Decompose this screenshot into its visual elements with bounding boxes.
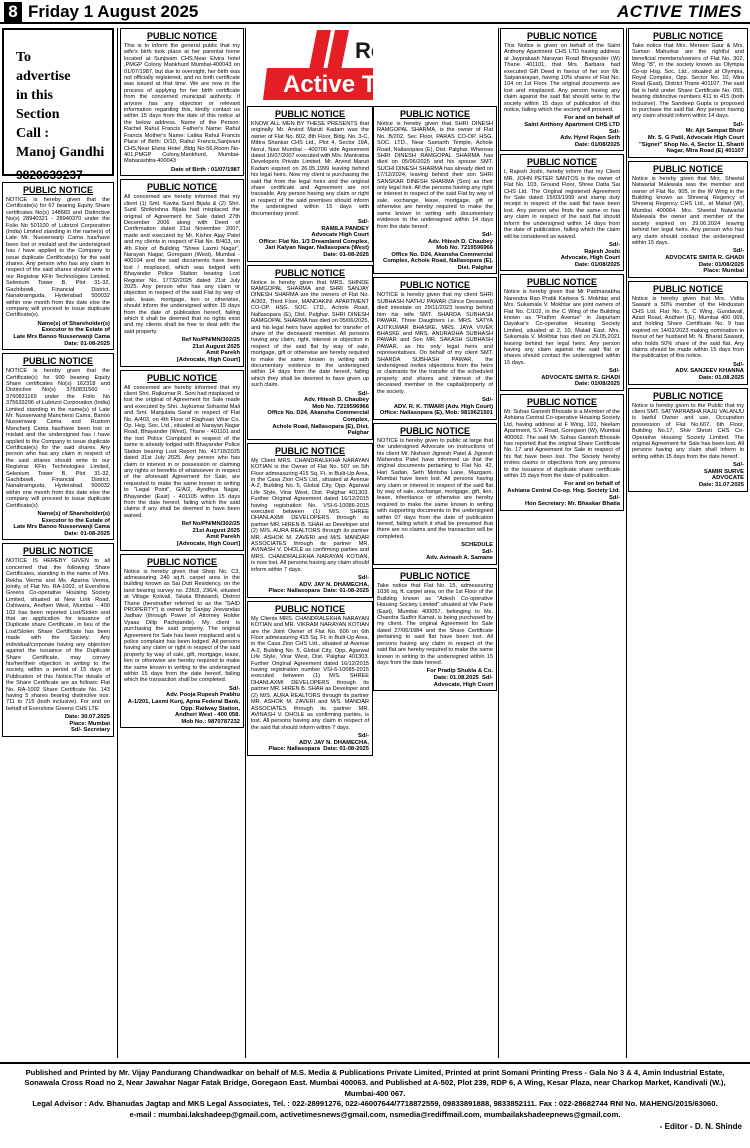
- public-notice: [120, 28, 244, 176]
- notice-title: PUBLIC NOTICE: [399, 425, 470, 436]
- notice-title: PUBLIC NOTICE: [146, 556, 217, 567]
- notice-title: PUBLIC NOTICE: [399, 109, 470, 119]
- notice-title: PUBLIC NOTICE: [526, 277, 597, 288]
- notice-body: This is to inform the general public that my wife's birth took place at her parental home located at Sunjivam CHS,Near Elvira hotel ,PMGP Colony Mankhurd Mumbai-400043 on 01/07/1987, but due to oversight, her birth was not officially registered, and no birth certificate was issued at that time. We are now in the process of applying for her birth certificate from the concerned municipal authority. If anyone has any objection or relevant information regarding this, kindly contact us within 15 days from the date of this notice at the below address. Name of the Person: Rachel Rahul Francis Father's Name: Rahul Francis Mother's Name: Latika Rahul Francis Place of Birth: D/10, Rahul Francis,Sanjivani CHS,Near Elvira Hotel ,Bldg No-56,Room No-401,PMGP Colony,Mankhurd, Mumbai-Maharashtra-400043: [124, 43, 242, 165]
- notice-title: PUBLIC NOTICE: [274, 267, 345, 278]
- issue-date: Friday 1 August 2025: [28, 2, 199, 21]
- column-4: [373, 106, 497, 1058]
- notice-body: NOTICE is hereby given that my client SHRI SUBHASH NATHU PAWAR (Since Deceased) died intestate on 29/11/2023 leaving behind him his wife SMT. SHARDA SUBHASH PAWAR, Three Daughters i.e. MRS. SATYA AJITKUMAR BHASKE, MRS. JAYA VIVEK BHASKE and MRS. ANURADHA SUBHASH PAWAR and Son MR. SAKASH SUBHASH PAWAR, as his only legal heirs and representatives. On behalf of my client SMT. SHARDA SUBHASH PAWAR, the undersigned invites objections from the heirs or claimants for the transfer of the scheduled property and shares and interest of the deceased member in the capital/property of the society.: [377, 292, 495, 395]
- notice-signature: Sd/- Adv. Hitesh D. Chaubey Mob No. 7219596966 Office No. D24, Akansha Commercial Complex, Achole Road, Nallasopara (E), Dist. Palghar: [267, 390, 369, 437]
- advertise-text: To: [16, 50, 32, 65]
- banner-graphic: [247, 28, 468, 102]
- notice-body: Take notice that Flat No. 15, admeasuring 1036 sq. ft. carpet area, on the 1st Floor of the Building known as "Adesh Co-operative Housing Society Limited" situated at Vile Parle (East), Mumbai 400057, belonging to Ms. Chandra Sudhir Kamat, is being purchased by my client. The original Agreement for Sale dated 27/06/1984 and the Share Certificate pertaining to said flat have been lost. All persons having any claim in respect of the said flat are hereby required to make the same known in writing to the undersigned within 15 days from the date hereof.: [377, 583, 495, 666]
- banner-line-2: Active Times: [283, 71, 431, 98]
- column-1: [2, 28, 114, 1058]
- column-2: [120, 28, 244, 1058]
- notice-body: Notice is hereby given that Shop No. C3, admeasuring 240 sq.ft. carpet area in the building known as Sai Dutt Residency, on the land bearing survey no. 236/3, 236/4, situated at Village Kolivali, Taluka Bhiwandi, District Thane (hereinafter referred to as the "SAID PROPERTY") is owned by Sanjay Jeevandas Jadhav (through Power of Attorney Holder Vyaas Dilip Pachpande). My client is purchasing the said property. The original Agreement for Sale has been misplaced and a police complaint has been lodged. All persons having any claim or right in respect of the said property by way of sale, gift, mortgage, lease, lien or otherwise are hereby required to make the same known in writing to the undersigned within 15 days from the date hereof, failing which the transaction shall be completed.: [124, 568, 242, 684]
- notice-signature: Sd/- ADV. JAY N. DHAMECHA, Place: Nallasopara Date: 01-08-2025: [268, 575, 369, 595]
- imprint-line: Published and Printed by Mr. Vijay Pandurang Chandwadkar on behalf of M.S. Media & Publications Private Limited, Printed at print Somani Printing Press - Gala No 3 & 4, Amin Industrial Estate, Sonawala Cross Road no 2, Near Jawahar Nagar Fatak Bridge, Goregaon East. Mumbai 400063. and Published at A-502, Plot 239, RDP 6, A Wing, Kesar Plaza, near Charkop Market, Kandivali (W.), Mumbai-400 067.: [24, 1068, 726, 1098]
- advertise-contact-name: Manoj Gandhi: [16, 145, 105, 160]
- notice-title: PUBLIC NOTICE: [274, 603, 345, 614]
- public-notice: [120, 554, 244, 729]
- notice-body: KNOW ALL MEN BY THESE PRESENTS that originally Mr. Arvind Maruti Kadam was the owner of Flat No. 802, 8th Floor, Bldg. No. 3-C, Mittra Shankar CHS Ltd., Plot 4, Sector 19A, Nerul, Navi Mumbai - 400706 vide Agreement dated 16/07/2007 executed with M/s. Maniratna Developers Private Limited. Mr. Arvind Maruti Kadam expired on 26.05.1999 leaving behind his legal heirs. Now my client is purchasing the said flat from the legal heirs and the original share certificate and Agreement are not traceable. Any person having any claim or right in respect of the said premises should inform the undersigned within 15 days with documentary proof.: [251, 121, 371, 217]
- public-notice: [120, 179, 244, 366]
- notice-body: I, Rajesh Joshi, hereby inform that my Client MR. JOHN PETER SANTOS is the owner of Flat No. 103, Ground Floor, Shree Datta Sai CHS Ltd. The Original registered Agreement for Sale dated 15/03/1999 and stamp duty receipt in respect of the said flat have been lost. Any person who finds the same or has any claim in respect of the said flat should inform the undersigned within 14 days from the date of publication, failing which the claim will be considered as waived.: [504, 169, 622, 240]
- advertise-text: in this: [16, 88, 53, 103]
- notice-body: NOTICE IS HEREBY GIVEN to all concerned that the following Share Certificates, standing in the name of Mrs. Rekha Verma and Ms. Aparna Verma, jointly, of Flat No. RA-1002, of Evershine Greens Co-operative Housing Society Limited, situated at New Link Road, Oshiwara, Andheri West, Mumbai - 400 102 has been reported Lost/Stolen and that an application for issuance of Duplicate share Certificate, in lieu of the Lost/Stolen Share Certificate has been made with the Society. Any individual/corporate having any objection against the issuance of the Duplicate Share Certificate, may convey his/her/their objection in writing to the society, within a period of 15 days of Publication of this Notice.The details of the Share Certificate are as follows: Flat No. RA-1002 Share Certificate No. 143 having 5 shares bearing distinctive nos. 711 to 715 (both inclusive). For and on behalf of Evershine Greens CHS LTE: [6, 558, 112, 712]
- notice-signature: Sd/- ADV. JAY N. DHAMECHA, Place: Nallasopara Date: 01-08-2025: [268, 733, 369, 753]
- public-notice: [2, 353, 114, 540]
- notice-signature: Ref No/PN/MN/302/25 21st August 2025 Amit Parekh [Advocate, High Court]: [176, 337, 240, 364]
- notice-signature: For and on behalf of Saint Anthony Apartment CHS LTD Sd/- Adv. Hyrel Rajen Seth Date: 01/08/2025: [524, 115, 620, 148]
- notice-signature: Sd/- ADV. SANJEEV KHANNA Date: 01.08.2025: [675, 361, 744, 381]
- notice-title: PUBLIC NOTICE: [274, 445, 345, 456]
- advertise-text: advertise: [16, 69, 71, 84]
- imprint-line: Legal Advisor : Adv. Bhanudas Jagtap and MKS Legal Associates, Tel. : 022-28991276, 022-46007644/7718872559, 09833891888, 9833852111. Fax : 022-28682744 RNI No. MAHENG/2015/63060.: [32, 1099, 718, 1109]
- notice-body: Notice is hereby given that SHRI DINESH RAMGOPAL SHARMA, is the owner of Flat No. B/202, Sec Floor, PARAS CO-OP. HSG. SOC. LTD., Near Samarth Temple, Achole Road, Nallasopara (E), Dist. Palghar. Whereas SHRI DINESH RAMGOPAL SHARMA has died on 05/06/2025 and his spouse SMT. SUCHI DINESH SHARMA has already died on 17/12/2024, leaving behind their son SHRI SANSKAR DINESH SHARMA (Son) as their only legal heir. All the persons having any right or interest in respect of the said Flat by way of sale, exchange, lease, mortgage, gift or otherwise are hereby required to make the same known in writing with documentary evidence to the undersigned within 14 days from the date hereof.: [377, 121, 495, 230]
- notice-title: PUBLIC NOTICE: [146, 182, 217, 193]
- notice-body: Notice is hereby given that Mrs. Vidita Sawant a 50% member of the Hindustan CHS Ltd. Flat No. 5, C Wing, Gundavali, Azad Road, Andheri (E), Mumbai 400 069, and holding Share Certificate No. 9 has expired on 14/02/2023 making nomination in favour of her husband Mr. N. Bharat Sawant, who holds 50% share of the said flat. Any claims should be made within 15 days from the publication of this notice.: [632, 295, 746, 360]
- advertise-text: Section: [16, 107, 60, 122]
- notice-signature: Sd/- ADV. R. K. TIWARI (Adv. High Court) Office: Nallasopara (E), Mob: 9819621501: [379, 396, 493, 417]
- notice-signature: Date of Birth : 01/07/1987: [171, 166, 240, 173]
- public-notice: [500, 28, 624, 151]
- notice-signature: Sd/- RAMILA PANDEY Advocate High Court Office: Flat No. 1/3 Dreamland Complex, Jari Kalyan Nagar, Nallasopara (West) Date: 01-08-2025: [258, 219, 369, 259]
- notice-signature: Sd/- Adv. Hitesh D. Chaubey Mob No. 7219596966 Office No. D24, Akansha Commercial Complex, Achole Road, Nallasopara (E), Dist. Palghar: [383, 231, 493, 271]
- publication-name: ACTIVE TIMES: [616, 2, 742, 21]
- notice-signature: Name(s) of Shareholder(s) Executor to the Estate of Late Mrs Banoo Nusserwanji Cama Date: 01-08-2025: [13, 511, 110, 537]
- public-notice: [247, 601, 373, 756]
- notice-title: PUBLIC NOTICE: [146, 31, 217, 41]
- advertise-text: Call :: [16, 126, 50, 141]
- advertise-phone[interactable]: 9820639237: [16, 168, 83, 182]
- notice-title: PUBLIC NOTICE: [652, 163, 723, 174]
- banner-line-1: Read Daily: [355, 38, 468, 63]
- public-notice: [373, 568, 497, 691]
- notice-title: PUBLIC NOTICE: [399, 571, 470, 582]
- imprint-footer: [0, 1062, 750, 1148]
- column-divider: [626, 28, 627, 1058]
- notice-title: PUBLIC NOTICE: [526, 396, 597, 407]
- public-notice: [373, 106, 497, 274]
- notice-signature: Sd/- ADVOCATE SMITA R. GHADI Date: 01/08/2025: [541, 368, 620, 388]
- notice-signature: Sd/- Adv. Pooja Rupesh Prabhu A-1/201, Laxmi Kunj, Apna Federal Bank, Opp. Railway Station, Andheri West - 400 058. Mob No.: 9870787232: [127, 685, 240, 725]
- public-notice: [2, 182, 114, 350]
- page-header: [0, 0, 750, 24]
- notice-body: NOTICE is hereby given to public at large that the undersigned Advocate on instructions of his client Mr. Nishant Jignesh Patel & Jignesh Mahendra Patel have informed us that the original documents pertaining to Flat No. 42, Hari Sadan, Seth Motisha Lane, Mazgaon, Mumbai have been lost. All persons having any claim or interest in respect of the said flat by way of sale, exchange, mortgage, gift, lien, lease, inheritance or otherwise are hereby required to make the same known in writing with supporting documents to the undersigned within 07 days from the date of publication hereof, failing which it shall be presumed that there are no claims and the transaction will be completed.: [377, 437, 495, 540]
- public-notice: [628, 281, 748, 385]
- public-notice: [373, 277, 497, 419]
- notice-body: Take notice that Mrs. Mereen Gaur & Mrs. Suman Mahurkar are the rightful and beneficial members/owners of Flat No. 302, Wing "B", in the society known as Olympia Co-op Hsg. Soc. Ltd., situated at Olympia, Royal Complex, Opp. Sector No. 10, Mira Road (East), District Thane 401107. The said flat is held under Share Certificate No. 055, bearing distinctive numbers 411 to 415 (both inclusive). The Sandeep Gupta is proposed to purchase the said flat. Any person having any claim should inform within 14 days.: [632, 43, 746, 120]
- notice-body: Notice is hereby given that Mr Padmanabha Narendra Rao Pratik Karkera S. Mokhtar and Mrs. Sukamala V. Mokhtar are joint owners of Flat No. C/102, in the C Wing of the Building known as "Prathm Avenue" in Jaipurlam Dayakar's Co-operative Housing Society Limited, situated at 2, 10, Malad East. Mrs. Sukamala V. Mokhtar has died on 29.05.2021 leaving behind her legal heirs. Any person having any claim against the said flat or shares should contact the undersigned within 15 days.: [504, 289, 622, 366]
- notice-body: NOTICE is hereby given that the Certificate(s) for 67 bearing Equity Share certificates No(s) 148683 and Distinctive No(s) 28940321 - 28940370 under the Folio No 501100 of Lubrizol Corporation (India) Limited standing in the name(s) of Late Mr. Nusserwanji Cama has/have been lost or mislaid and the undersigned has / have applied to the Company to issue duplicate Certificate(s) for the said shares. Any person who has any claim in respect of the said shares should write to our Registrar KFin Technologies Limited, Selenium Tower B, Plot 31-32, Gachibowli, Financial District, Nanakramguda, Hyderabad 500032 within one month from this date else the company will proceed to issue duplicate Certificate(s).: [6, 197, 112, 319]
- notice-body: All concerned are hereby informed that my client Shri. Rajkumar R. Soni had misplaced or lost the original of Agreement for Sale made and executed by Shri. Jaykumar Sohanlal Mali and Smt. Manjulata Saraf in respect of Flat No. A/403, on 4th Floor of Raghvan Vihar Co. Op. Hsg. Soc. Ltd., situated at Narayan Nagar Road, Bhayander (West), Thane - 401101 and the lost Police Complaint in respect of the same is already lodged with Bhayander Police Station bearing Lost Report No. 41718/2025 dated 31st July 2025. Any person who has claim or interest in or possession or claiming any rights or benefits of whatsoever in respect of the aforesaid Agreement for Sale, are requested to make the same known in writing to "Legal Point", G/A/2, Ayodhya Nagar, Bhayander (East) - 401105 within 15 days from the date hereof, failing which the said claims if any shall be deemed to have been waived.: [124, 384, 242, 519]
- notice-signature: Sd/- Rajesh Joshi Advocate, High Court Date: 01/08/2025: [560, 241, 620, 268]
- notice-title: PUBLIC NOTICE: [652, 31, 723, 41]
- public-notice: [247, 443, 373, 598]
- notice-signature: For and on behalf of Ashiana Central Co-op. Hsg. Society Ltd. Sd/- Hon Secretary: Mr. Bhaskar Bhatia: [507, 481, 620, 508]
- notice-body: Notice is hereby given that Mrs. Sheetal Natwarlal Malewala was the member and owner of Flat No. 905, in the W Wing in the Building known as Shreeraj Regency of Shreeraj Regency CHS Ltd., at Malad (W), Mumbai 400064. Mrs. Sheetal Natwarlal Malewala the owner and member of the society expired on 29.06.2024 leaving behind her legal heirs. Any person who has any claim should contact the undersigned within 15 days.: [632, 175, 746, 246]
- notice-body: This Notice is given on behalf of the Saint Anthony Apartment CHS LTD having address at Jayprakash Narayan Road Bhayander (W) Thane 401101, that Mrs. Barbara had executed Gift Deed in favour of her son Mr. Satyanarayan, having 10% shares of Flat No. 104 on 1st Floor. The original documents are lost and misplaced. Any person having any claim against the said flat should write to the society within 15 days of publication of this notice, failing which the society will proceed.: [504, 43, 622, 114]
- public-notice: [628, 28, 748, 158]
- notice-body: Mr. Suhas Ganesh Bhosale is a Member of the Ashiana Central Co-operative Housing Society Ltd, having address at F Wing, 101, Neelam Apartment, S.V. Road, Goregaon (W), Mumbai 400062. The said Mr. Suhas Ganesh Bhosale has reported that the original Share Certificate No. 17 and Agreement for Sale in respect of his flat have been lost. The Society hereby invites claims or objections from any persons to the issuance of duplicate share certificate within 15 days from the date of publication.: [504, 408, 622, 479]
- notice-body: My Clients MRS. CHANDRALEKHA NARAYAN KOTIAN and MR. VIKRAM NARAYAN KOTIAN are the Joint Owner of Flat No. 606 on 6th Floor admeasuring 415 Sq. Ft. in Built-Up Area, in the Casa Zion CHS Ltd., situated at Avenue A-2, Building No. 5, Global City, Opp. Agarwal Life Style, Virar West, Dist. Palghar 401303. Further Original Agreement dated 16/12/2015 having registration number VSI-6-10085-2015 executed between (1) M/S. SHREE DHANLAXMI DEVELOPERS through its partner MR. HIREN B. SHAH as Developer and (2) M/S. AURA REALTORS through its partner MR. ASHOK M. ZAVERI and M/S. MANDAR ASSOCIATES through its partner MR. AVINASH V. DHOLE as confirming parties, is lost. All persons having any claim in respect of the said flat should inform within 7 days.: [251, 615, 371, 731]
- notice-body: My Client MRS. CHANDRALEKHA NARAYAN KOTIAN is the Owner of Flat No. 507 on 5th Floor admeasuring 415 Sq. Ft. in Built-Up Area, in the Casa Zion CHS Ltd., situated at Avenue A-2, Building No. 5, Global City, Opp. Agarwal Life Style, Virar West, Dist. Palghar 401303. Further Original Agreement dated 16/12/2015 having registration No. VSI-6-10086-2015 executed between (1) M/S. SHREE DHANLAXMI DEVELOPERS through its partner MR. HIREN B. SHAH as Developer and (2) M/S. AURA REALTORS through its partner MR. ASHOK M. ZAVERI and M/S. MANDAR ASSOCIATES through its partner MR. AVINASH V. DHOLE as confirming parties and MRS. CHANDRALEKHA NARAYAN KOTIAN, is now lost. All persons having any claim should inform within 7 days.: [251, 457, 371, 573]
- read-daily-banner: [247, 28, 468, 102]
- column-6: [628, 28, 748, 1058]
- editor-credit: - Editor - D. N. Shinde: [659, 1122, 742, 1132]
- column-divider: [245, 28, 246, 1058]
- notice-title: PUBLIC NOTICE: [22, 356, 93, 367]
- notice-title: PUBLIC NOTICE: [652, 390, 723, 401]
- public-notice: [373, 423, 497, 565]
- public-notice: [500, 274, 624, 391]
- notice-signature: Sd/- Mr. Ajit Sampat Bhoir Mr. S. G Patil, Advocate High Court "Signet" Shop No. 4, Sector 11, Shanti Nagar, Mira Road (E) 401107: [638, 121, 744, 155]
- notice-title: PUBLIC NOTICE: [526, 157, 597, 168]
- column-divider: [498, 28, 499, 1058]
- notice-signature: Sd/- ADVOCATE SMITA R. GHADI Date: 01/08/2025 Place: Mumbai: [665, 248, 744, 275]
- notice-signature: Ref No/PN/MN/302/25 21st August 2025 Amit Parekh [Advocate, High Court]: [176, 521, 240, 547]
- notice-title: PUBLIC NOTICE: [652, 283, 723, 294]
- column-5: [500, 28, 624, 1058]
- public-notice: [247, 265, 373, 440]
- imprint-email-line[interactable]: e-mail : mumbai.lakshadeep@gmail.com, activetimesnews@gmail.com, nsmedia@rediffmail.com, mumbailakshadeepnews@gmail.com.: [129, 1109, 621, 1119]
- public-notice: [500, 154, 624, 271]
- notice-title: PUBLIC NOTICE: [399, 280, 470, 291]
- column-divider: [117, 28, 118, 1058]
- public-notice: [247, 106, 373, 262]
- page-number: 8: [4, 2, 22, 22]
- public-notice: [628, 388, 748, 492]
- notice-signature: SCHEDULE Sd/- Adv. Avinash A. Samane: [426, 542, 493, 562]
- notice-title: PUBLIC NOTICE: [22, 546, 93, 557]
- public-notice: [500, 394, 624, 511]
- notice-title: PUBLIC NOTICE: [526, 31, 597, 41]
- notice-title: PUBLIC NOTICE: [274, 109, 345, 119]
- public-notice: [2, 543, 114, 737]
- notice-body: Notice is hereby given that MRS. SHINDE RAMGOPAL SHARMA and SHRI SANJAY DINESH SHARMA are the owners of Flat No. A/303, Third Floor, MANDAKINI APARTMENT CO-OP. HSG. SOC. LTD., Achole Road, Nallasopara (E), Dist. Palghar. SHRI DINESH RAMGOPAL SHARMA has died on 05/06/2025, and his legal heirs have applied for transfer of share of the deceased member. All persons having any claim, right, interest or objection in respect of the said flat by way of sale, mortgage, gift or otherwise are hereby required to make the same known in writing with documentary evidence to the undersigned within 14 days from the date hereof, failing which they shall be deemed to have given up such claim.: [251, 279, 371, 389]
- notice-body: All concerned are hereby informed that my client (1) Smt. Kavita Sunil Bijala & (2) Shri. Sunil Shrikrishna Bijala had misplaced the original of Agreement for Sale dated 27th December 2006 along with Deed of Confirmation dated 21st November 2007, made and executed by Mr. Kishor Ajay Patel and my clients in respect of Flat No. B/403, on 4th Floor of Building "Shree Laxmi Nagar", Narayan Nagar, Goregaon (West), Mumbai - 400104 and the said documents have been lost / misplaced, which was lodged with Bhayander Police Station bearing Lost Register No. 17732/2025 dated 21st July 2025. Any person who has any claim or objection in respect of the said Flat by way of sale, lease, mortgage, lien or otherwise, should inform the undersigned within 15 days from the date of publication hereof, failing which it shall be deemed that no rights exist and my clients shall be free to deal with the said property.: [124, 194, 242, 335]
- notice-signature: Date: 30.07.2025 Place: Mumbai Sd/- Secretary: [64, 714, 110, 734]
- notice-title: PUBLIC NOTICE: [22, 185, 93, 195]
- notice-body: NOTICE is hereby given that the Certificate(s) for 900 bearing Equity Share certificates No(s) 162318 and Distinctive No(s) 3760831560 - 3760831169 under the Folio No 375633296 of Lubrizol Corporation (India) Limited standing in the name(s) of Late Mr. Nusserwanji Manchersi Cama, Banoo Nusserwanji Cama and Rustom Mancherji Cama has/have been lost or mislaid and the undersigned has / have applied to the Company to issue duplicate Certificate(s) for the said shares. Any person who has any claim in respect of the said shares should write to our Registrar KFin Technologies Limited, Selenium Tower B, Plot 31-32, Gachibowli, Financial District, Nanakramguda, Hyderabad 500032 within one month from this date else the company will proceed to issue duplicate Certificate(s).: [6, 368, 112, 509]
- notice-signature: For Pradip Shukla & Co. Date: 01.08.2025 Sd/- Advocate, High Court: [426, 668, 493, 688]
- notice-signature: Name(s) of Shareholder(s) Executor to the Estate of Late Mrs Banoo Nusserwanji Cama Date: 01-08-2025: [13, 320, 110, 347]
- advertise-box: [2, 28, 114, 182]
- public-notice: [120, 370, 244, 551]
- notice-title: PUBLIC NOTICE: [146, 372, 217, 383]
- notice-body: Notice is hereby given to the Public that my client SMT. SATYAPRABHA RAJU VALANJU is lawful Owner and use, Occupation possession of Flat No.607, 6th Floor, Building No.17, Shiv Shristi CHS Co-Operative Housing Society Limited. The original Agreement for Sale has been lost. All persons having any claim shall inform in writing within 15 days from the date hereof.: [632, 402, 746, 460]
- public-notice: [628, 161, 748, 278]
- notice-signature: Sd/- SAMIR SURVE ADVOCATE Date: 31.07.2025: [698, 462, 744, 488]
